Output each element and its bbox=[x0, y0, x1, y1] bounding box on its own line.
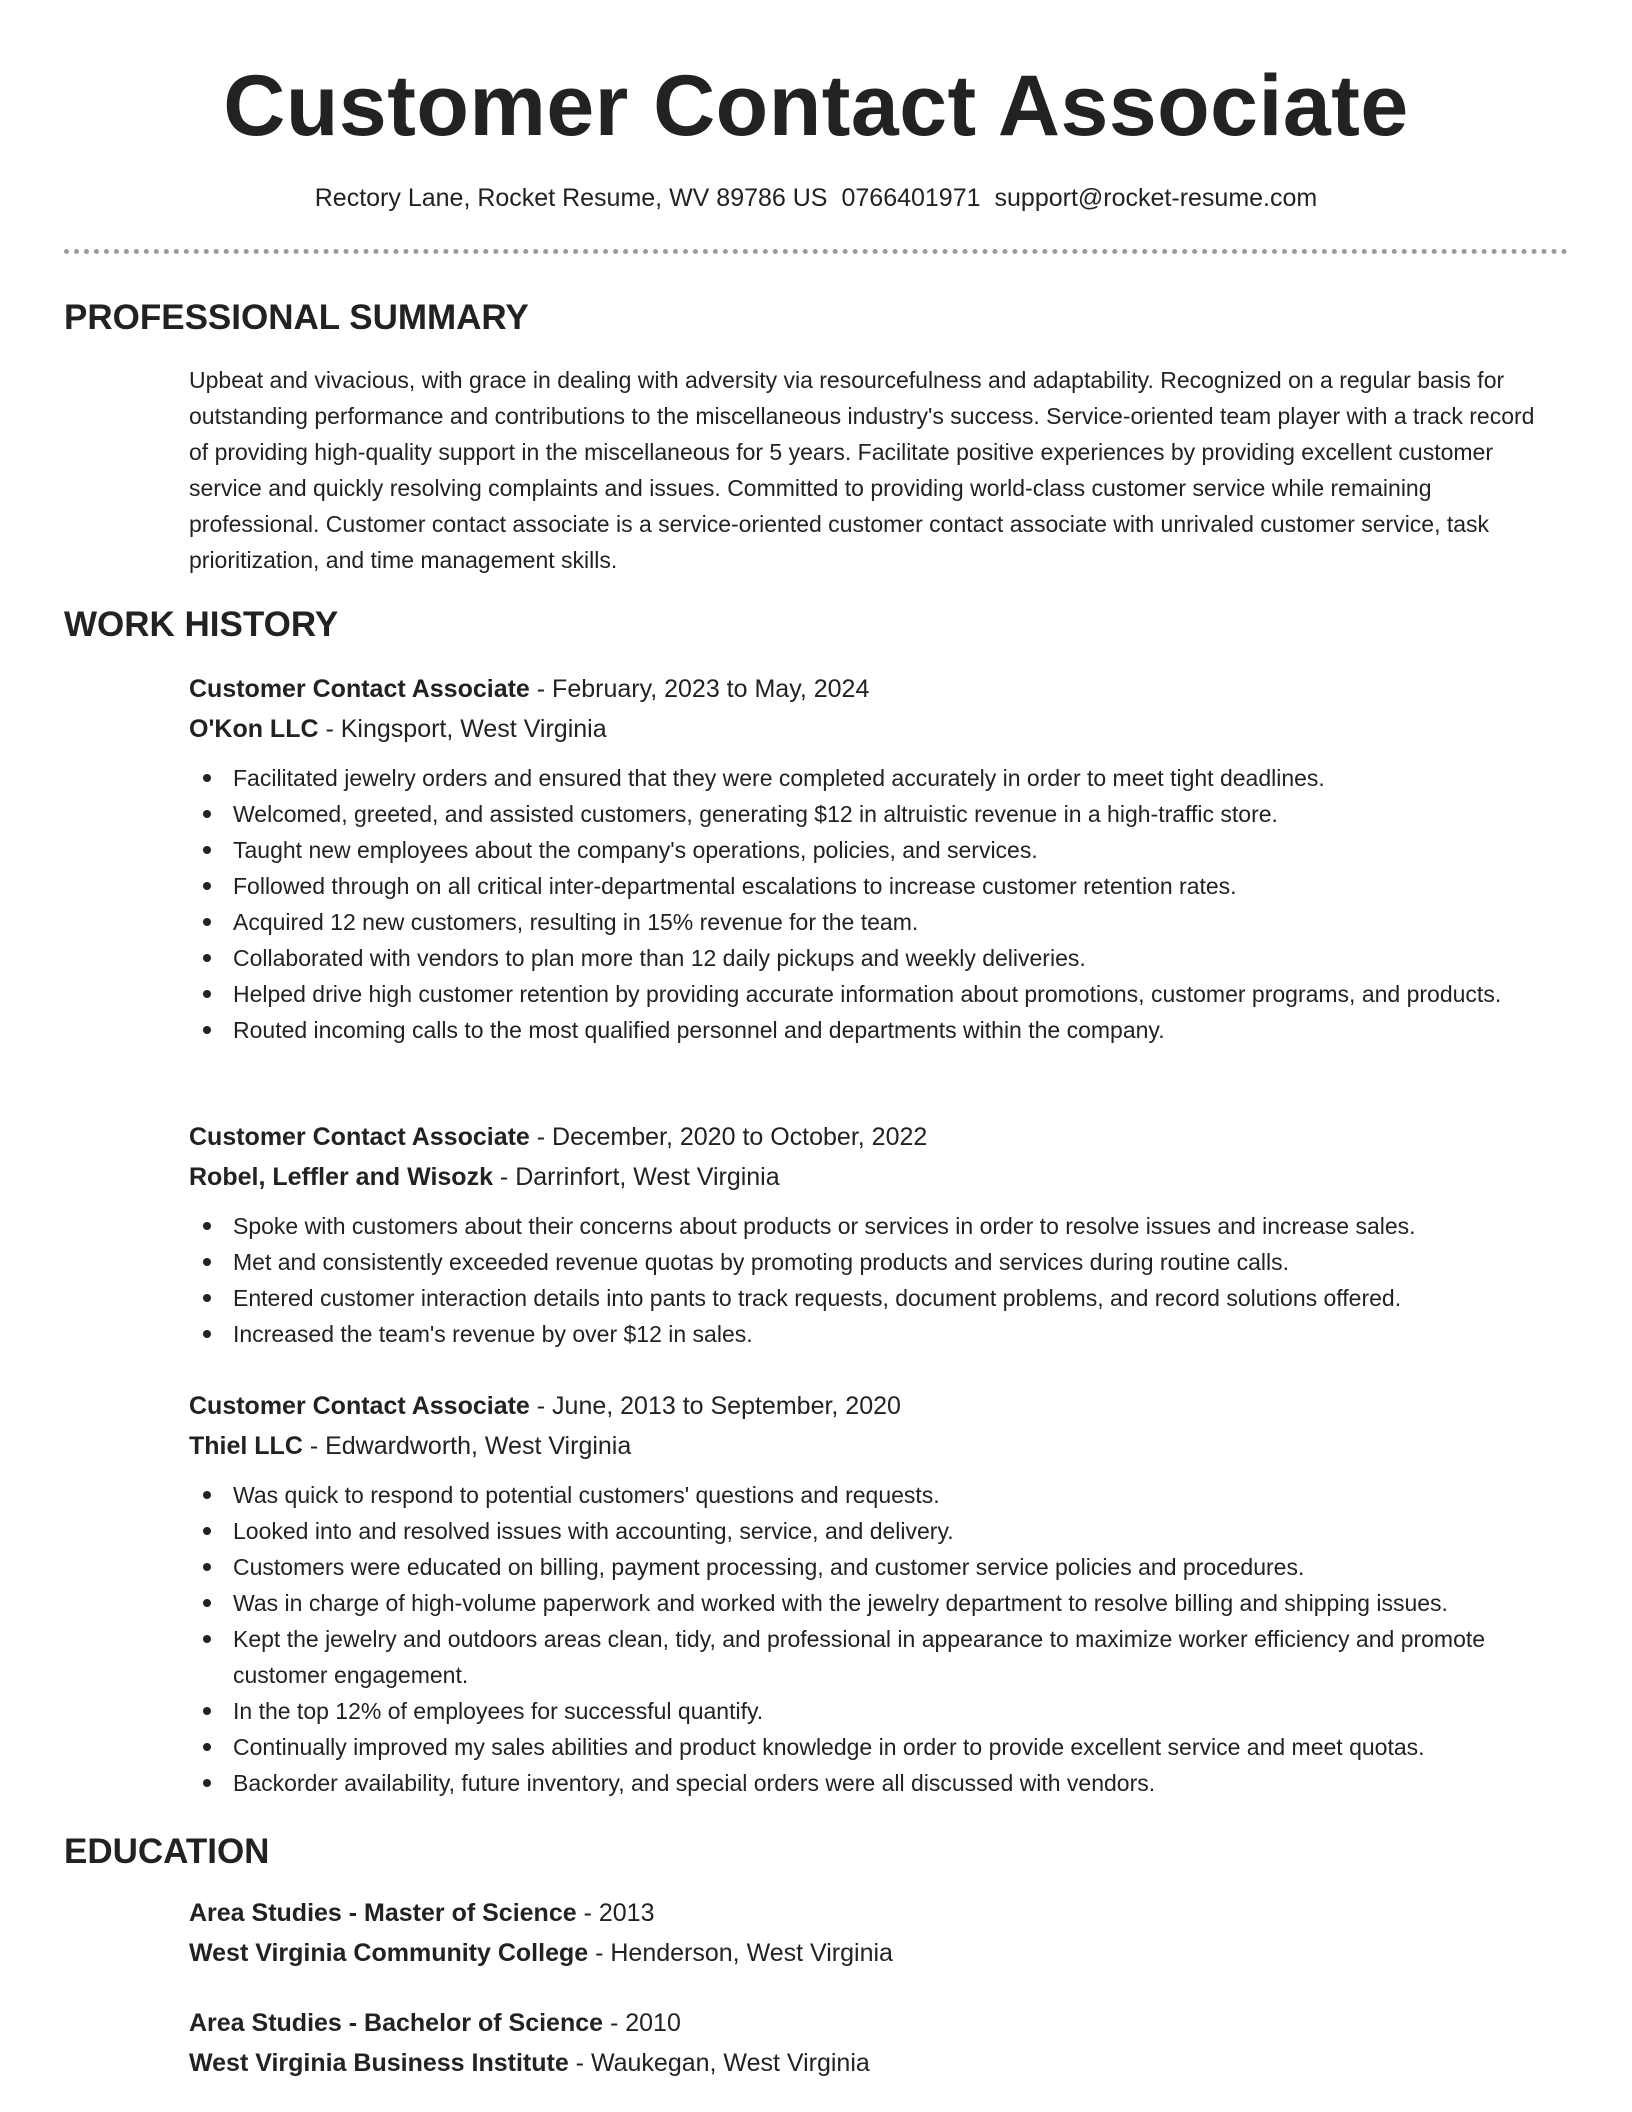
education-entry bbox=[189, 1893, 1549, 1973]
job-company-line bbox=[189, 709, 1549, 749]
job-entry bbox=[189, 669, 1549, 1048]
education-degree: Area Studies - Master of Science bbox=[189, 1899, 577, 1927]
job-role: Customer Contact Associate bbox=[189, 675, 530, 703]
job-company-line bbox=[189, 1426, 1549, 1466]
header-divider bbox=[64, 249, 1568, 254]
bullet-item: Kept the jewelry and outdoors areas clean, tidy, and professional in appearance to maximize worker efficiency and promote customer engagement. bbox=[189, 1621, 1549, 1693]
contact-address: Rectory Lane, Rocket Resume, WV 89786 US bbox=[314, 184, 828, 212]
job-title-line bbox=[189, 669, 1549, 709]
job-company: Robel, Leffler and Wisozk bbox=[189, 1163, 493, 1191]
bullet-item: Routed incoming calls to the most qualified personnel and departments within the company. bbox=[189, 1012, 1549, 1048]
bullet-item: Welcomed, greeted, and assisted customers, generating $12 in altruistic revenue in a high-traffic store. bbox=[189, 796, 1549, 832]
bullet-item: Acquired 12 new customers, resulting in 15% revenue for the team. bbox=[189, 904, 1549, 940]
job-location: - Edwardworth, West Virginia bbox=[302, 1432, 632, 1460]
education-school: West Virginia Business Institute bbox=[189, 2049, 569, 2077]
bullet-item: Followed through on all critical inter-departmental escalations to increase customer retention rates. bbox=[189, 868, 1549, 904]
bullet-item: Looked into and resolved issues with accounting, service, and delivery. bbox=[189, 1513, 1549, 1549]
education-degree: Area Studies - Bachelor of Science bbox=[189, 2009, 604, 2037]
work-history-heading: WORK HISTORY bbox=[64, 605, 339, 644]
job-title-line bbox=[189, 1117, 1549, 1157]
education-year: - 2013 bbox=[576, 1899, 655, 1927]
job-bullets bbox=[189, 1477, 1549, 1801]
job-dates: - June, 2013 to September, 2020 bbox=[529, 1392, 901, 1420]
job-location: - Darrinfort, West Virginia bbox=[492, 1163, 780, 1191]
job-company: Thiel LLC bbox=[189, 1432, 303, 1460]
job-location: - Kingsport, West Virginia bbox=[318, 715, 607, 743]
job-dates: - February, 2023 to May, 2024 bbox=[529, 675, 870, 703]
education-year: - 2010 bbox=[603, 2009, 681, 2037]
bullet-item: Spoke with customers about their concerns about products or services in order to resolve issues and increase sales. bbox=[189, 1208, 1549, 1244]
education-location: - Henderson, West Virginia bbox=[588, 1939, 893, 1967]
education-heading: EDUCATION bbox=[64, 1832, 270, 1871]
bullet-item: Customers were educated on billing, payment processing, and customer service policies and procedures. bbox=[189, 1549, 1549, 1585]
bullet-item: Facilitated jewelry orders and ensured that they were completed accurately in order to meet tight deadlines. bbox=[189, 760, 1549, 796]
resume-name: Customer Contact Associate bbox=[223, 58, 1409, 154]
education-school-line bbox=[189, 2043, 1549, 2083]
job-company-line bbox=[189, 1157, 1549, 1197]
job-role: Customer Contact Associate bbox=[189, 1123, 530, 1151]
bullet-item: Met and consistently exceeded revenue quotas by promoting products and services during routine calls. bbox=[189, 1244, 1549, 1280]
summary-text: Upbeat and vivacious, with grace in dealing with adversity via resourcefulness and adaptability. Recognized on a regular basis for outstanding performance and contributions to the miscellaneous industry's success. Service-oriented team player with a track record of providing high-quality support in the miscellaneous for 5 years. Facilitate positive experiences by providing excellent customer service and quickly resolving complaints and issues. Committed to providing world-class customer service while remaining professional. Customer contact associate is a service-oriented customer contact associate with unrivaled customer service, task prioritization, and time management skills. bbox=[189, 367, 1535, 573]
education-degree-line bbox=[189, 2003, 1549, 2043]
bullet-item: Collaborated with vendors to plan more than 12 daily pickups and weekly deliveries. bbox=[189, 940, 1549, 976]
bullet-item: Entered customer interaction details into pants to track requests, document problems, and record solutions offered. bbox=[189, 1280, 1549, 1316]
bullet-item: Increased the team's revenue by over $12 in sales. bbox=[189, 1316, 1549, 1352]
job-bullets bbox=[189, 760, 1549, 1048]
job-company: O'Kon LLC bbox=[189, 715, 319, 743]
bullet-item: Was in charge of high-volume paperwork and worked with the jewelry department to resolve billing and shipping issues. bbox=[189, 1585, 1549, 1621]
bullet-item: Taught new employees about the company's operations, policies, and services. bbox=[189, 832, 1549, 868]
job-entry bbox=[189, 1117, 1549, 1352]
bullet-item: Continually improved my sales abilities and product knowledge in order to provide excellent service and meet quotas. bbox=[189, 1729, 1549, 1765]
contact-phone: 0766401971 bbox=[841, 184, 981, 212]
bullet-item: Was quick to respond to potential customers' questions and requests. bbox=[189, 1477, 1549, 1513]
education-school: West Virginia Community College bbox=[189, 1939, 589, 1967]
education-degree-line bbox=[189, 1893, 1549, 1933]
contact-line bbox=[0, 180, 1632, 216]
job-bullets bbox=[189, 1208, 1549, 1352]
education-location: - Waukegan, West Virginia bbox=[568, 2049, 870, 2077]
contact-email: support@rocket-resume.com bbox=[994, 184, 1318, 212]
job-dates: - December, 2020 to October, 2022 bbox=[529, 1123, 928, 1151]
education-school-line bbox=[189, 1933, 1549, 1973]
bullet-item: Backorder availability, future inventory, and special orders were all discussed with vendors. bbox=[189, 1765, 1549, 1801]
job-title-line bbox=[189, 1386, 1549, 1426]
job-role: Customer Contact Associate bbox=[189, 1392, 530, 1420]
summary-heading: PROFESSIONAL SUMMARY bbox=[64, 298, 529, 337]
job-entry bbox=[189, 1386, 1549, 1801]
bullet-item: In the top 12% of employees for successful quantify. bbox=[189, 1693, 1549, 1729]
bullet-item: Helped drive high customer retention by providing accurate information about promotions, customer programs, and products. bbox=[189, 976, 1549, 1012]
education-entry bbox=[189, 2003, 1549, 2083]
